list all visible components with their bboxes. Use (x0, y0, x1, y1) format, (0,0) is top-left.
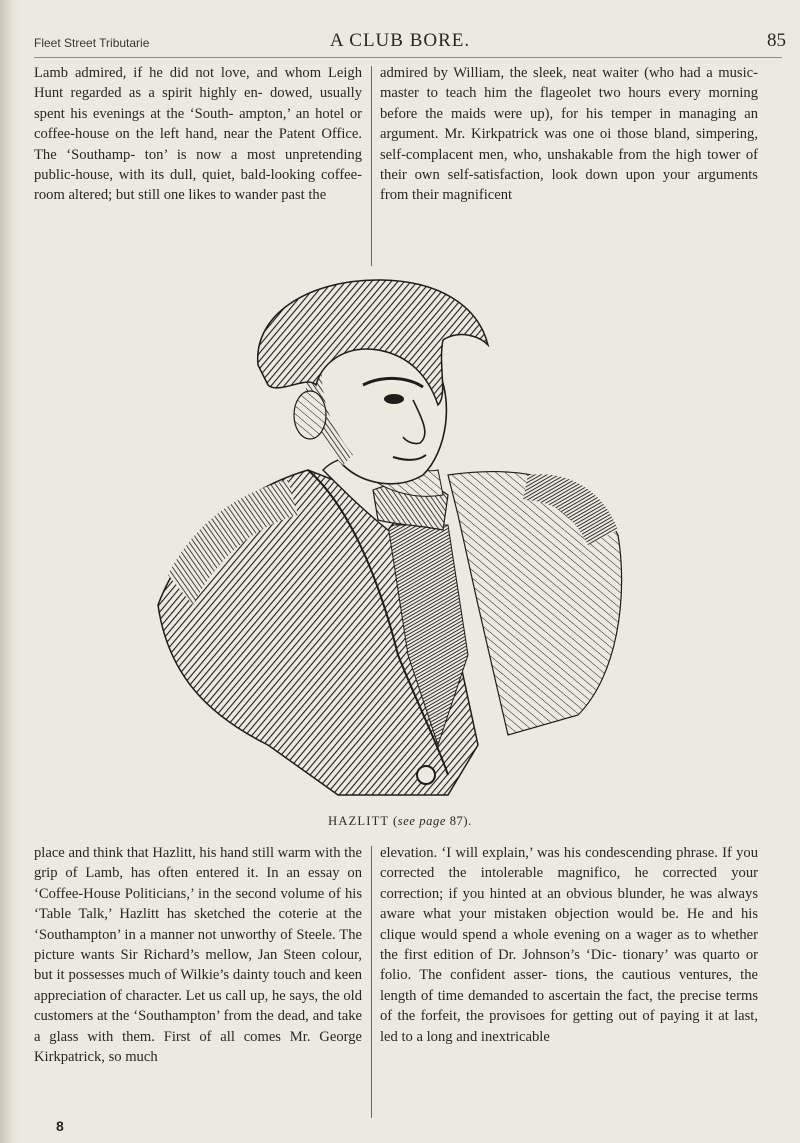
header-rule (34, 57, 782, 58)
text-column-top-left: Lamb admired, if he did not love, and whom Leigh Hunt regarded as a spirit highly en- dowed, usually spent his evenings at the ‘South- ampton,’ an hotel or coffee-house on the left hand, near the Patent Office. The ‘Southamp- ton’ is now a most unpretending public-house, with its dull, quiet, bald-looking coffee-room altered; but still one likes to wander past the (34, 65, 362, 204)
binding-gutter (0, 0, 18, 1143)
ear (294, 391, 326, 439)
page-header (0, 28, 800, 58)
page-number: 85 (767, 30, 786, 51)
signature-mark: 8 (56, 1118, 64, 1134)
caption-name: HAZLITT (328, 814, 390, 828)
running-title: A CLUB BORE. (329, 30, 471, 51)
text-column-top-right: admired by William, the sleek, neat waiter (who had a music-master to teach him the flageolet two hours every morning before the maids were up), for his temper in managing an argument. Mr. Kirkpatrick was one oi those bland, simpering, self-complacent men, who, unshakable from the high tower of their own self-satisfaction, look down upon your arguments from their magnificent (380, 65, 758, 204)
section-tab: Fleet Street Tributarie (34, 36, 150, 50)
column-divider-bottom (371, 846, 372, 1118)
text-column-bottom-left: place and think that Hazlitt, his hand still warm with the grip of Lamb, has often entered it. In an essay on ‘Coffee-House Politicians,’ in the second volume of his ‘Table Talk,’ Hazlitt has sketched the coterie at the ‘Southampton’ in a manner not unworthy of Steele. The picture wants Sir Richard’s mellow, Jan Steen colour, but it possesses much of Wilkie’s dainty touch and keen appreciation of character. Let us call up, he says, the old customers at the ‘Southampton’ from the dead, and take a glass with them. First of all comes Mr. George Kirkpatrick, so much (34, 845, 362, 1066)
text-column-bottom-right: elevation. ‘I will explain,’ was his condescending phrase. If you corrected the intolerable magnifico, he corrected your correction; if you hinted at an obvious blunder, he was always aware what your mistaken objection would be. He and his clique would spend a whole evening on a wager as to whether the first edition of Dr. Johnson’s ‘Dic- tionary’ was quarto or folio. The confident asser- tions, the cautious ventures, the length of time demanded to ascertain the fact, the precise terms of the forfeit, the provisoes for getting out of paying it at last, led to a long and inextricable (380, 845, 758, 1045)
hazlitt-portrait-engraving (148, 275, 763, 800)
button (417, 766, 435, 784)
caption-ref-number: 87). (445, 814, 472, 828)
figure-caption (0, 814, 800, 829)
caption-ref: see page (397, 814, 446, 828)
eye (384, 394, 404, 404)
caption-open: ( (393, 814, 398, 828)
column-divider-top (371, 66, 372, 266)
